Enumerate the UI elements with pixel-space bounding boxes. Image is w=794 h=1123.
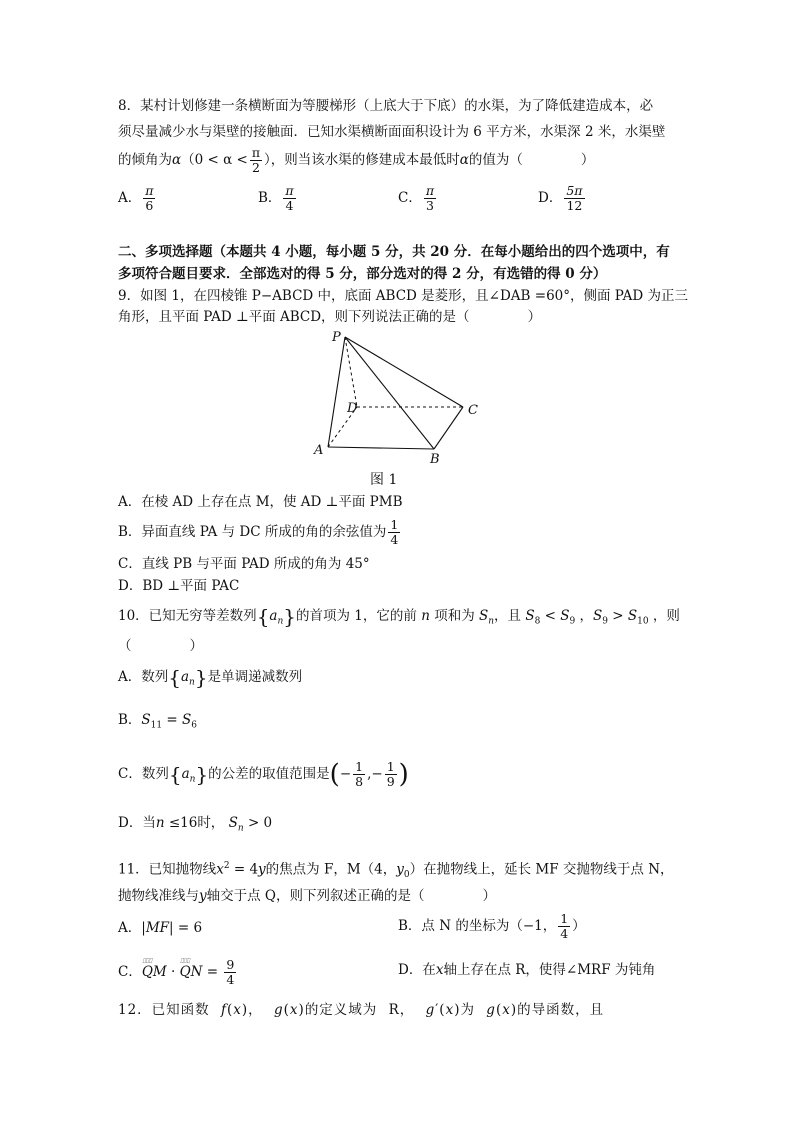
q9-option-b[interactable]: B．异面直线 PA 与 DC 所成的角的余弦值为 $\frac{1}{4}$: [118, 517, 399, 547]
edge-pb: [345, 337, 434, 449]
q11-line1: 11．已知抛物线$x^2 = 4y$的焦点为 F，M（4，$y_0$）在抛物线上，延长 MF 交抛物线于点 N，: [118, 861, 674, 881]
q9-option-d[interactable]: D．BD ⊥平面 PAC: [118, 578, 240, 594]
q8-option-d[interactable]: D． $\frac{5\pi}{12}$: [538, 183, 583, 213]
q9-option-c[interactable]: C．直线 PB 与平面 PAD 所成的角为 45°: [118, 556, 370, 572]
q9-line1: 9．如图 1，在四棱锥 P−ABCD 中，底面 ABCD 是菱形，且∠DAB =60°，侧面 PAD 为正三: [118, 288, 689, 304]
q11-option-d[interactable]: D．在x轴上存在点 R，使得∠MRF 为钝角: [398, 962, 656, 978]
edge-pc: [345, 337, 463, 407]
figure-caption: 图 1: [370, 472, 398, 488]
q10-option-b[interactable]: B．$S_{11} = S_6$: [118, 712, 198, 731]
section2-heading-line2: 多项符合题目要求．全部选对的得 5 分，部分选对的得 2 分，有选错的得 0 分）: [118, 266, 607, 282]
label-c: C: [468, 403, 478, 418]
label-p: P: [332, 330, 341, 345]
q12-line1: 12．已知函数 f(x)， g(x)的定义域为 R， g′(x)为 g(x)的导函数，且: [118, 1002, 605, 1018]
q8-line1: 8．某村计划修建一条横断面为等腰梯形（上底大于下底）的水渠，为了降低建造成本，必: [118, 98, 654, 114]
label-a: A: [314, 443, 324, 458]
q10-option-d[interactable]: D．当n ≤16时， $S_n > 0$: [118, 815, 273, 834]
q8-line3: 的倾角为α（0 < α < $\frac{\pi}{2}$ ），则当该水渠的修建成本最低时α的值为（ ）: [118, 145, 595, 175]
q8-line2: 须尽量减少水与渠壁的接触面．已知水渠横断面面积设计为 6 平方米，水渠深 2 米，水渠壁: [118, 124, 666, 140]
pyramid-figure: [310, 325, 490, 465]
q9-line2: 角形，且平面 PAD ⊥平面 ABCD，则下列说法正确的是（ ）: [118, 309, 542, 325]
q11-option-c[interactable]: C．⌷⌷⌷ QM · ⌷⌷⌷ QN = $\frac{9}{4}$: [118, 958, 238, 987]
q8-option-a[interactable]: A． $\frac{\pi}{6}$: [118, 183, 154, 213]
q10-option-c[interactable]: C．数列$\{a_n\}$的公差的取值范围是(− $\frac{1}{8}$ ,− $\frac{1}{9}$ ): [118, 759, 409, 790]
q10-line2: （ ）: [118, 638, 203, 654]
edge-pd: [345, 337, 357, 407]
pyramid-edges: [328, 337, 463, 449]
q10-option-a[interactable]: A．数列$\{a_n\}$是单调递减数列: [118, 665, 303, 690]
section2-heading-line1: 二、多项选择题（本题共 4 小题，每小题 5 分，共 20 分．在每小题给出的四个选项中，有: [118, 244, 670, 260]
edge-bc: [434, 407, 463, 449]
q11-option-a[interactable]: A．|MF| = 6: [118, 920, 203, 936]
q11-line2: 抛物线准线与y轴交于点 Q，则下列叙述正确的是（ ）: [118, 888, 496, 904]
q8-option-b[interactable]: B． $\frac{\pi}{4}$: [258, 183, 294, 213]
pyramid-hidden-edges: [328, 337, 463, 447]
edge-ab: [328, 447, 434, 449]
label-d: D: [347, 401, 358, 416]
label-b: B: [430, 452, 440, 465]
q8-option-c[interactable]: C． $\frac{\pi}{3}$: [398, 183, 435, 213]
q9-option-a[interactable]: A．在棱 AD 上存在点 M，使 AD ⊥平面 PMB: [118, 494, 403, 510]
edge-pa: [328, 337, 345, 447]
q11-option-b[interactable]: B．点 N 的坐标为（−1， $\frac{1}{4}$ ）: [398, 911, 586, 941]
pi-over-2: $\frac{\pi}{2}$: [251, 145, 261, 175]
q10-line1: 10．已知无穷等差数列$\{a_n\}$的首项为 1，它的前 n 项和为 $S_n$，且 $S_8 < S_9$ ，$S_9 > S_{10}$ ，则: [118, 604, 680, 629]
